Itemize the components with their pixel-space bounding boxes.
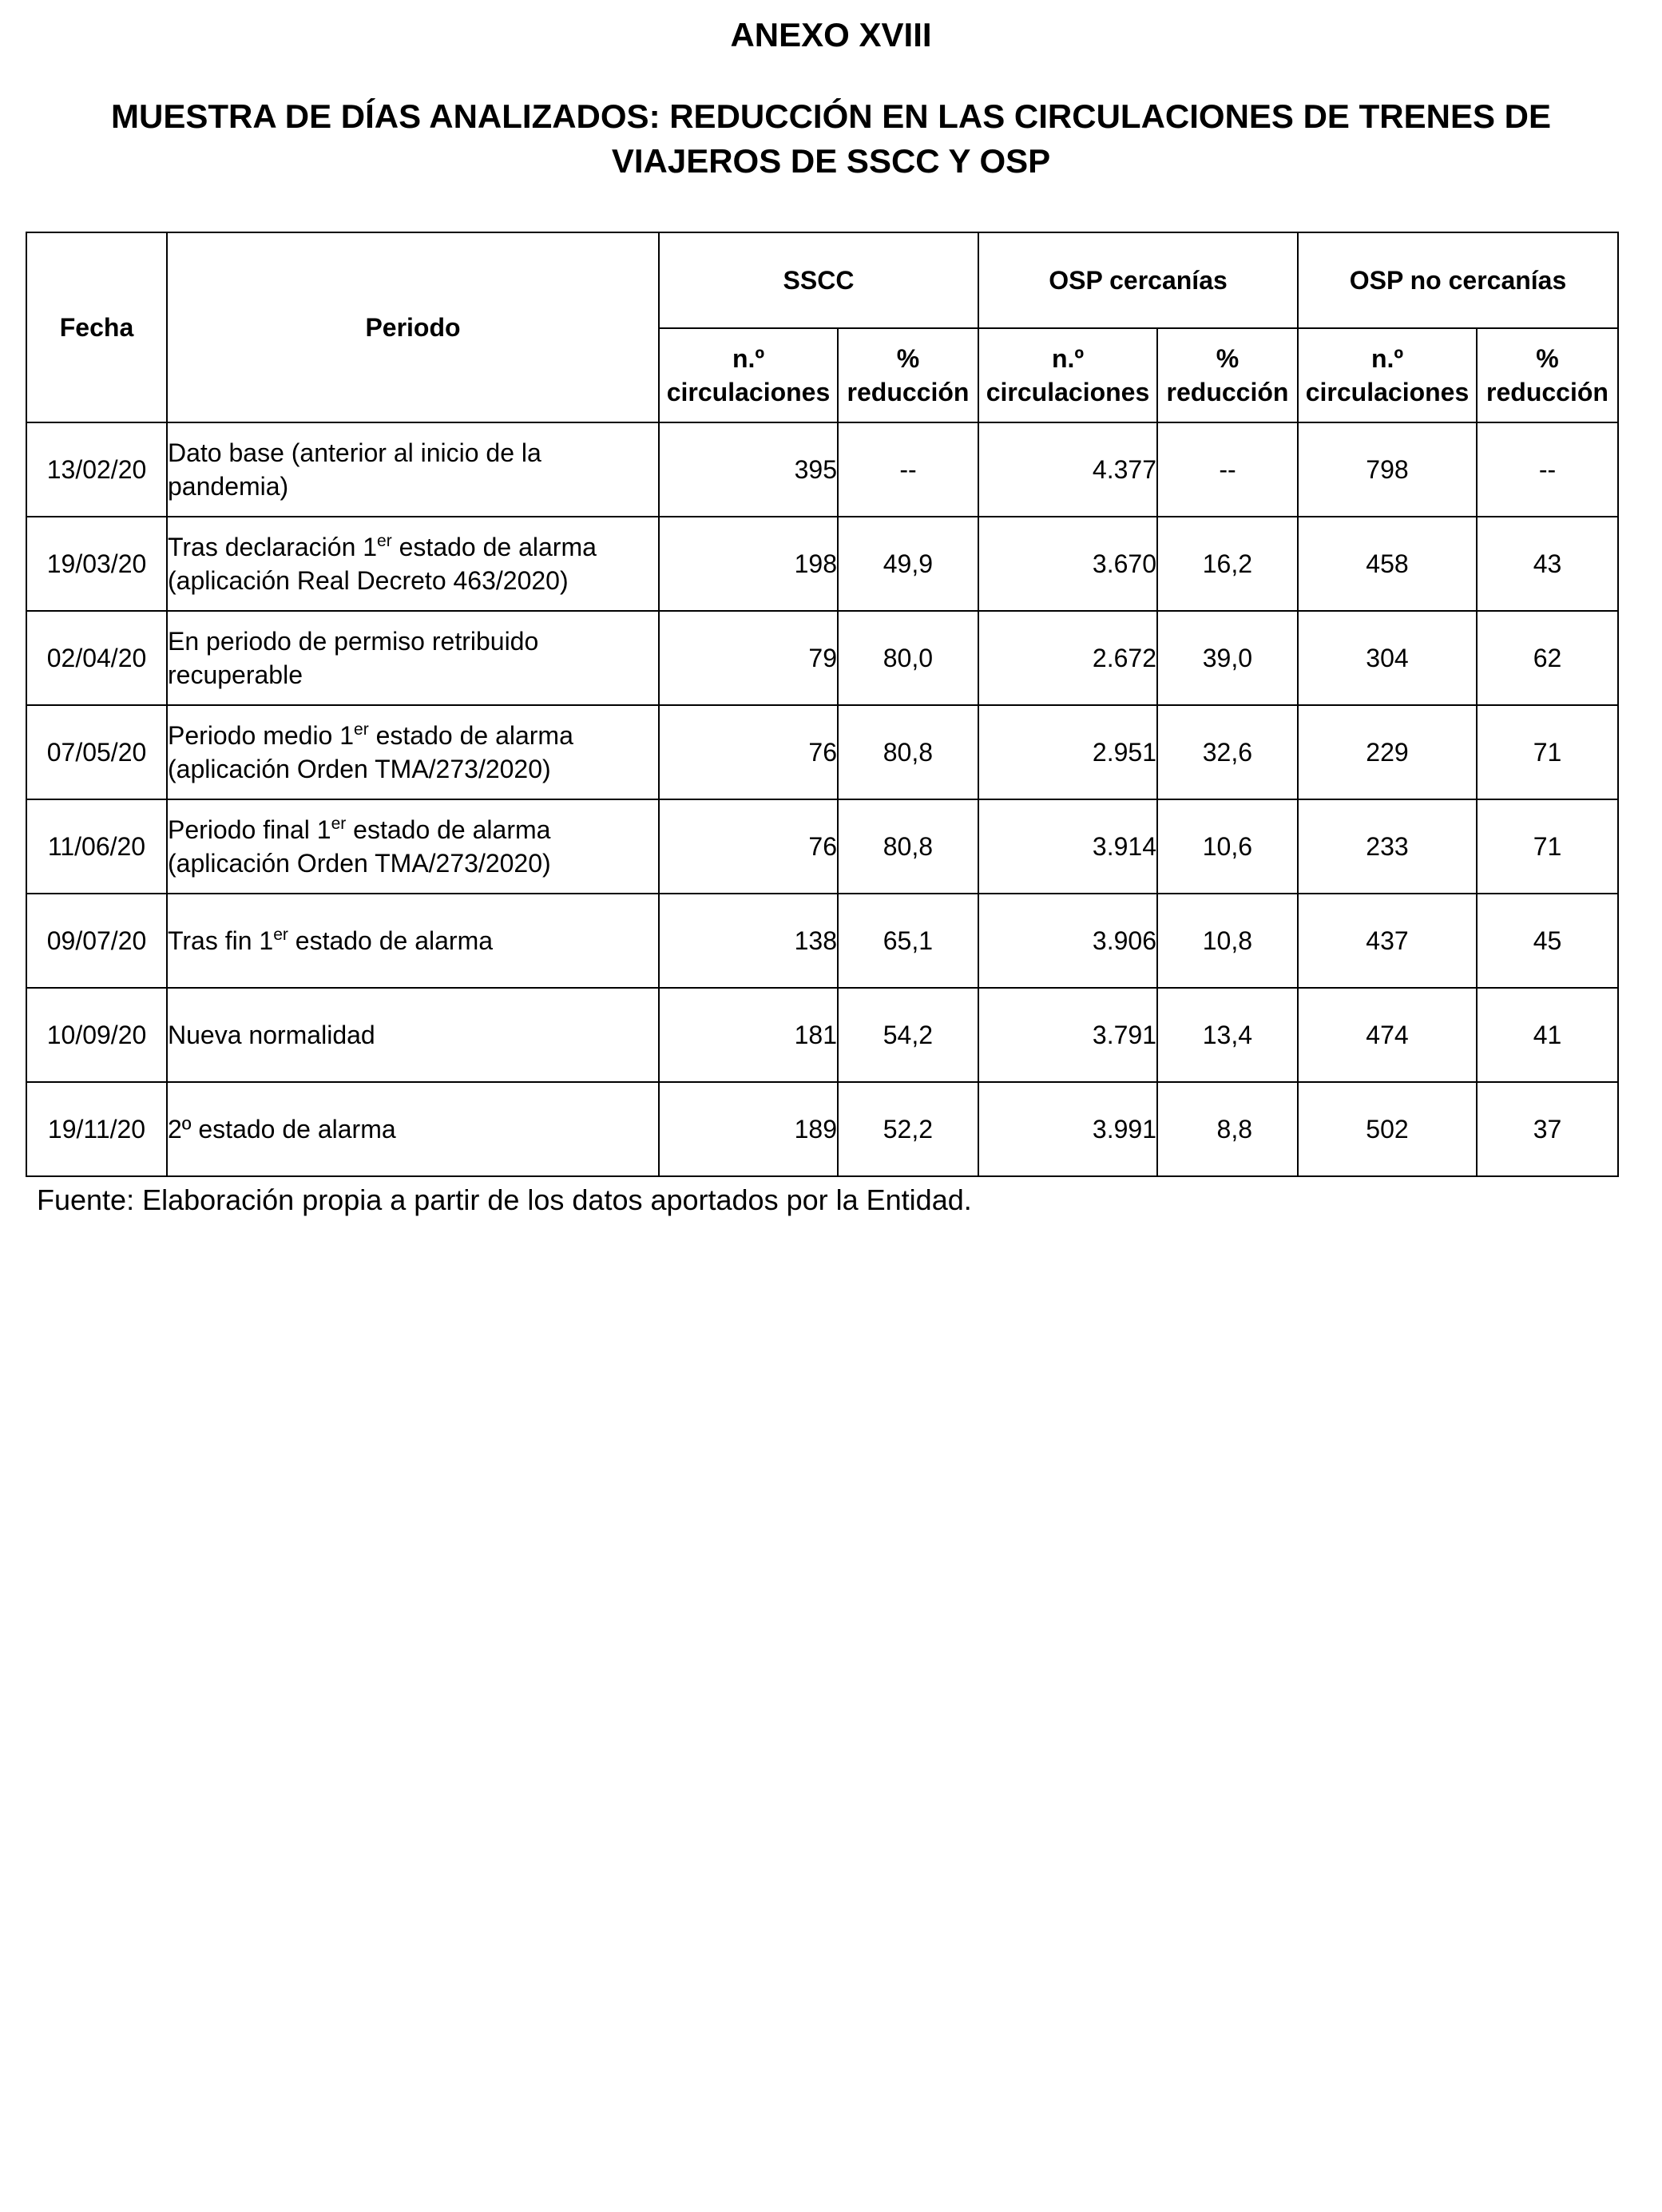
cell-cercanias-num: 2.951	[978, 705, 1157, 799]
header-no-cercanias-num: n.º circulaciones	[1298, 328, 1477, 422]
cell-sscc-num: 395	[659, 422, 838, 517]
header-fecha: Fecha	[26, 232, 167, 422]
title-line-1: MUESTRA DE DÍAS ANALIZADOS: REDUCCIÓN EN LAS CIRCULACIONES DE TRENES DE	[111, 97, 1551, 135]
cell-fecha: 10/09/20	[26, 988, 167, 1082]
cell-cercanias-pct: 8,8	[1157, 1082, 1298, 1176]
cell-no-cercanias-pct: 37	[1477, 1082, 1618, 1176]
header-sscc-num: n.º circulaciones	[659, 328, 838, 422]
cell-sscc-num: 76	[659, 705, 838, 799]
annex-heading: ANEXO XVIII	[730, 16, 932, 54]
cell-periodo: Dato base (anterior al inicio de la pandemia)	[167, 422, 659, 517]
cell-no-cercanias-num: 437	[1298, 894, 1477, 988]
cell-cercanias-num: 3.670	[978, 517, 1157, 611]
cell-fecha: 19/03/20	[26, 517, 167, 611]
cell-sscc-pct: 80,0	[838, 611, 978, 705]
table-row	[26, 611, 1618, 705]
header-group-osp-cercanias: OSP cercanías	[978, 232, 1298, 328]
cell-fecha: 07/05/20	[26, 705, 167, 799]
header-cercanias-pct: % reducción	[1157, 328, 1298, 422]
cell-fecha: 19/11/20	[26, 1082, 167, 1176]
cell-cercanias-pct: 16,2	[1157, 517, 1298, 611]
table-row	[26, 517, 1618, 611]
cell-no-cercanias-pct: 41	[1477, 988, 1618, 1082]
cell-sscc-pct: 52,2	[838, 1082, 978, 1176]
cell-periodo: En periodo de permiso retribuido recuperable	[167, 611, 659, 705]
cell-cercanias-num: 3.914	[978, 799, 1157, 894]
cell-cercanias-pct: 32,6	[1157, 705, 1298, 799]
cell-sscc-num: 138	[659, 894, 838, 988]
cell-no-cercanias-pct: 62	[1477, 611, 1618, 705]
cell-cercanias-pct: --	[1157, 422, 1298, 517]
cell-periodo: Periodo medio 1er estado de alarma (aplicación Orden TMA/273/2020)	[167, 705, 659, 799]
cell-no-cercanias-num: 304	[1298, 611, 1477, 705]
cell-cercanias-num: 4.377	[978, 422, 1157, 517]
cell-no-cercanias-pct: 71	[1477, 799, 1618, 894]
cell-cercanias-num: 3.991	[978, 1082, 1157, 1176]
cell-sscc-pct: 80,8	[838, 705, 978, 799]
cell-sscc-num: 76	[659, 799, 838, 894]
cell-cercanias-num: 2.672	[978, 611, 1157, 705]
table-row	[26, 988, 1618, 1082]
cell-sscc-num: 189	[659, 1082, 838, 1176]
cell-cercanias-num: 3.906	[978, 894, 1157, 988]
cell-no-cercanias-num: 233	[1298, 799, 1477, 894]
table-row	[26, 705, 1618, 799]
cell-no-cercanias-pct: 43	[1477, 517, 1618, 611]
data-table	[26, 232, 1619, 1177]
cell-no-cercanias-num: 474	[1298, 988, 1477, 1082]
header-group-osp-no-cercanias: OSP no cercanías	[1298, 232, 1618, 328]
cell-no-cercanias-pct: 71	[1477, 705, 1618, 799]
cell-sscc-pct: 80,8	[838, 799, 978, 894]
cell-cercanias-pct: 39,0	[1157, 611, 1298, 705]
cell-periodo: Periodo final 1er estado de alarma (aplicación Orden TMA/273/2020)	[167, 799, 659, 894]
cell-fecha: 09/07/20	[26, 894, 167, 988]
header-periodo: Periodo	[167, 232, 659, 422]
cell-sscc-pct: --	[838, 422, 978, 517]
cell-cercanias-pct: 13,4	[1157, 988, 1298, 1082]
cell-no-cercanias-pct: 45	[1477, 894, 1618, 988]
cell-no-cercanias-num: 458	[1298, 517, 1477, 611]
source-note: Fuente: Elaboración propia a partir de los datos aportados por la Entidad.	[37, 1183, 972, 1216]
cell-periodo: Tras fin 1er estado de alarma	[167, 894, 659, 988]
cell-sscc-num: 79	[659, 611, 838, 705]
cell-fecha: 02/04/20	[26, 611, 167, 705]
header-cercanias-num: n.º circulaciones	[978, 328, 1157, 422]
page-title	[0, 94, 1662, 184]
cell-no-cercanias-num: 229	[1298, 705, 1477, 799]
cell-no-cercanias-num: 798	[1298, 422, 1477, 517]
cell-fecha: 13/02/20	[26, 422, 167, 517]
cell-sscc-num: 198	[659, 517, 838, 611]
header-no-cercanias-pct: % reducción	[1477, 328, 1618, 422]
cell-fecha: 11/06/20	[26, 799, 167, 894]
cell-sscc-pct: 54,2	[838, 988, 978, 1082]
table-row	[26, 894, 1618, 988]
cell-sscc-num: 181	[659, 988, 838, 1082]
table-row	[26, 799, 1618, 894]
header-sscc-pct: % reducción	[838, 328, 978, 422]
cell-sscc-pct: 49,9	[838, 517, 978, 611]
table-row	[26, 1082, 1618, 1176]
cell-periodo: Tras declaración 1er estado de alarma (aplicación Real Decreto 463/2020)	[167, 517, 659, 611]
header-group-sscc: SSCC	[659, 232, 978, 328]
title-line-2: VIAJEROS DE SSCC Y OSP	[611, 142, 1051, 180]
cell-periodo: Nueva normalidad	[167, 988, 659, 1082]
cell-cercanias-pct: 10,8	[1157, 894, 1298, 988]
cell-cercanias-num: 3.791	[978, 988, 1157, 1082]
cell-no-cercanias-num: 502	[1298, 1082, 1477, 1176]
cell-cercanias-pct: 10,6	[1157, 799, 1298, 894]
cell-sscc-pct: 65,1	[838, 894, 978, 988]
cell-no-cercanias-pct: --	[1477, 422, 1618, 517]
table-row	[26, 422, 1618, 517]
cell-periodo: 2º estado de alarma	[167, 1082, 659, 1176]
